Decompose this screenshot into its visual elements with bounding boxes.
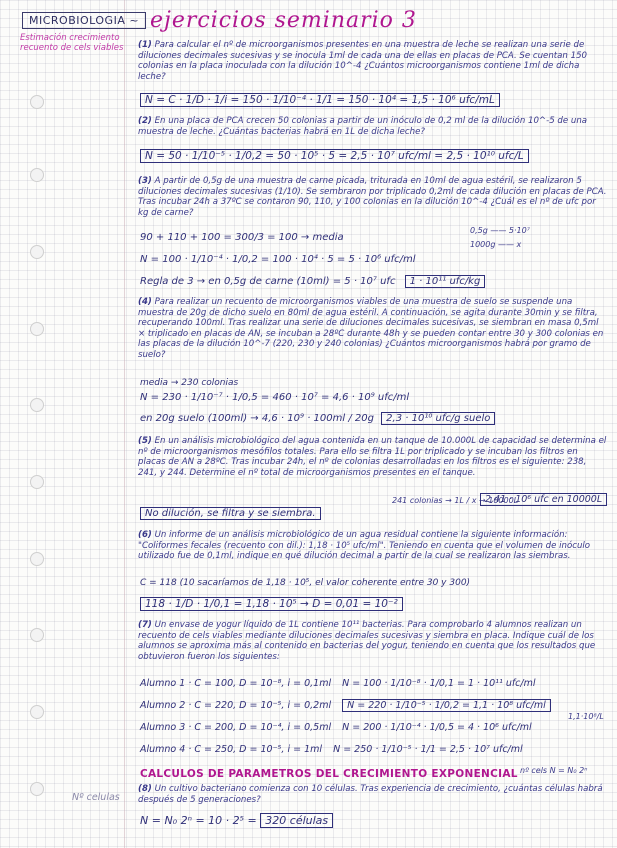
- ring-hole: [30, 245, 44, 259]
- exercise-number: (3): [138, 176, 152, 186]
- rule-of-three-note-1: 0,5g —— 5·10⁷: [470, 226, 530, 235]
- student-row: Alumno 4 · C = 250, D = 10⁻⁵, i = 1ml N = 250 · 1/10⁻⁵ · 1/1 = 2,5 · 10⁷ ufc/ml: [140, 744, 523, 755]
- exercise-1-statement: [138, 40, 608, 82]
- ring-hole: [30, 95, 44, 109]
- exercise-text: En un análisis microbiológico del agua contenida en un tanque de 10.000L de capacidad se determina el nº de microorganismos mesófilos totales. Para ello se filtra 1L por triplicado y se incuban los filtros en placas de AN a 28ºC. Tras incubar 24h, el nº de colonias desarrolladas en los filtros es el siguiente: 238, 241, y 244. Determine el nº total de microorganismos presentes en el tanque.: [138, 436, 607, 478]
- exercise-5-result: 2,41 · 10⁶ ufc en 10000L: [480, 493, 607, 506]
- exercise-7-side-note: 1,1·10⁸/L: [568, 712, 604, 721]
- exercise-5-proportion: 241 colonias → 1L / x → 10000L: [392, 496, 519, 505]
- exercise-text: Un cultivo bacteriano comienza con 10 células. Tras experiencia de crecimiento, ¿cuántas células habrá después de 5 generaciones?: [138, 784, 603, 805]
- exercise-2-result: N = 50 · 1/10⁻⁵ · 1/0,2 = 50 · 10⁵ · 5 = 2,5 · 10⁷ ufc/ml = 2,5 · 10¹⁰ ufc/L: [140, 149, 529, 163]
- left-margin-note: Nº celulas: [72, 792, 120, 803]
- ring-hole: [30, 552, 44, 566]
- exercise-8-calc: [140, 814, 333, 827]
- growth-formula-note: nº cels N = N₀ 2ⁿ: [520, 766, 588, 775]
- ring-hole: [30, 168, 44, 182]
- exercise-3-rule: Regla de 3 → en 0,5g de carne (10ml) = 5 · 10⁷ ufc: [140, 276, 396, 287]
- exercise-number: (5): [138, 436, 152, 446]
- exercise-5-statement: [138, 436, 608, 478]
- ring-hole: [30, 322, 44, 336]
- exercise-8-statement: [138, 784, 608, 805]
- exercise-1-result: N = C · 1/D · 1/i = 150 · 1/10⁻⁴ · 1/1 = 150 · 10⁴ = 1,5 · 10⁶ ufc/mL: [140, 93, 500, 107]
- exercise-text: En una placa de PCA crecen 50 colonias a partir de un inóculo de 0,2 ml de la dilución 10^-5 de una muestra de leche. ¿Cuántas bacterias habrá en 1L de dicha leche?: [138, 116, 588, 137]
- exercise-3-line-2: N = 100 · 1/10⁻⁴ · 1/0,2 = 100 · 10⁴ · 5 = 5 · 10⁶ ufc/ml: [140, 254, 416, 265]
- exercise-number: (7): [138, 620, 152, 630]
- exercise-number: (6): [138, 530, 152, 540]
- exercise-4-line-1: media → 230 colonias: [140, 378, 239, 388]
- subtitle-line-2: recuento de cels viables: [20, 43, 124, 53]
- exercise-5-line-1: [140, 508, 321, 519]
- subject-text: MICROBIOLOGIA: [29, 14, 126, 27]
- student-label: Alumno 1: [140, 678, 186, 689]
- exercise-5-result-wrap: [480, 494, 607, 505]
- subtitle-line-1: Estimación crecimiento: [20, 33, 120, 43]
- exercise-text: Para calcular el nº de microorganismos presentes en una muestra de leche se realizan una serie de diluciones decimales sucesivas y se inocula 1ml de cada una de ellas en placas de PCA. Se cuentan 150 colonias en la placa inoculada con la dilución 10^-4 ¿Cuántos microorganismos contiene 1ml de dicha leche?: [138, 40, 587, 82]
- rule-of-three-note-2: 1000g —— x: [470, 240, 522, 249]
- exercise-2-statement: [138, 116, 608, 137]
- exercise-3-result: 1 · 10¹¹ ufc/kg: [405, 275, 486, 288]
- exercise-number: (1): [138, 40, 152, 50]
- exercise-text: Un informe de un análisis microbiológico de un agua residual contiene la siguiente información: "Coliformes fecales (recuento con dil.): 1,18 · 10⁵ ufc/ml". Teniendo en cuenta que el volumen de inóculo utilizado fue de 0,1ml, indique en qué dilución decimal a partir de la cual se realizaron las siembras.: [138, 530, 591, 562]
- exercise-6-line-1: C = 118 (10 sacaríamos de 1,18 · 10⁵, el valor coherente entre 30 y 300): [140, 578, 471, 588]
- exercise-2-calc: [140, 150, 529, 162]
- student-label: Alumno 3: [140, 722, 186, 733]
- exercise-text: Para realizar un recuento de microorganismos viables de una muestra de suelo se suspende una muestra de 20g de dicho suelo en 80ml de agua estéril. A continuación, se agita durante 30min y se filtra, recuperando 100ml. Tras realizar una serie de diluciones decimales sucesivas, se siembran en masa 0,5ml × triplicado en placas de AN, se incuban a 28ºC durante 48h y se pueden contar entre 30 y 300 colonias en las placas de la dilución 10^-7 (220, 230 y 240 colonias) ¿Cuántos microorganismos habrá por gramo de suelo?: [138, 297, 604, 360]
- exercise-number: (2): [138, 116, 152, 126]
- page-title: ejercicios seminario 3: [150, 8, 417, 33]
- ring-hole: [30, 628, 44, 642]
- exercise-8-result: 320 células: [260, 813, 333, 828]
- ring-hole: [30, 475, 44, 489]
- student-params: C = 200, D = 10⁻⁴, i = 0,5ml: [194, 722, 332, 733]
- exercise-3-line-1: 90 + 110 + 100 = 300/3 = 100 → media: [140, 232, 344, 243]
- exercise-7-statement: [138, 620, 608, 662]
- student-row: Alumno 2 · C = 220, D = 10⁻⁵, i = 0,2ml N = 220 · 1/10⁻⁵ · 1/0,2 = 1,1 · 10⁸ ufc/ml: [140, 700, 551, 711]
- student-label: Alumno 2: [140, 700, 186, 711]
- exercise-4-line-3: [140, 413, 495, 424]
- exercise-4-conversion: en 20g suelo (100ml) → 4,6 · 10⁹ · 100ml / 20g: [140, 413, 374, 424]
- subject-label: MICROBIOLOGIA ~: [22, 12, 146, 29]
- student-calc: N = 200 · 1/10⁻⁴ · 1/0,5 = 4 · 10⁶ ufc/ml: [342, 722, 532, 733]
- margin-line: [124, 0, 125, 848]
- ring-hole: [30, 705, 44, 719]
- student-label: Alumno 4: [140, 744, 186, 755]
- student-calc: N = 250 · 1/10⁻⁵ · 1/1 = 2,5 · 10⁷ ufc/ml: [333, 744, 523, 755]
- student-row: Alumno 1 · C = 100, D = 10⁻⁸, i = 0,1ml N = 100 · 1/10⁻⁸ · 1/0,1 = 1 · 10¹¹ ufc/ml: [140, 678, 536, 689]
- ring-hole: [30, 398, 44, 412]
- section-heading: CALCULOS DE PARAMETROS DEL CRECIMIENTO EXPONENCIAL: [140, 768, 518, 780]
- exercise-4-result: 2,3 · 10¹⁰ ufc/g suelo: [381, 412, 495, 425]
- ring-holes: [30, 0, 44, 848]
- exercise-text: Un envase de yogur líquido de 1L contiene 10¹¹ bacterias. Para comprobarlo 4 alumnos realizan un recuento de cels viables mediante diluciones decimales sucesivas y siembra en placa. Indique cuál de los alumnos se aproxima más al contenido en bacterias del yogur, teniendo en cuenta que los resultados que obtuvieron fueron los siguientes:: [138, 620, 596, 662]
- exercise-4-statement: [138, 297, 608, 361]
- topic-subtitle: [20, 33, 140, 53]
- student-params: C = 220, D = 10⁻⁵, i = 0,2ml: [194, 700, 332, 711]
- ring-hole: [30, 782, 44, 796]
- exercise-6-result: 118 · 1/D · 1/0,1 = 1,18 · 10⁵ → D = 0,01 = 10⁻²: [140, 597, 403, 611]
- exercise-3-statement: [138, 176, 608, 218]
- student-params: C = 100, D = 10⁻⁸, i = 0,1ml: [194, 678, 332, 689]
- exercise-text: A partir de 0,5g de una muestra de carne picada, triturada en 10ml de agua estéril, se realizaron 5 diluciones decimales sucesivas (1/10). Se sembraron por triplicado 0,2ml de cada dilución en placas de PCA. Tras incubar 24h a 37ºC se contaron 90, 110, y 100 colonias en la dilución 10^-4 ¿Cuál es el nº de ufc por kg de carne?: [138, 176, 607, 218]
- student-calc: N = 100 · 1/10⁻⁸ · 1/0,1 = 1 · 10¹¹ ufc/ml: [342, 678, 536, 689]
- exercise-5-method: No dilución, se filtra y se siembra.: [140, 507, 321, 520]
- exercise-8-formula: N = N₀ 2ⁿ = 10 · 2⁵ =: [140, 814, 257, 827]
- exercise-3-line-3: [140, 276, 485, 287]
- student-params: C = 250, D = 10⁻⁵, i = 1ml: [194, 744, 323, 755]
- student-calc: N = 220 · 1/10⁻⁵ · 1/0,2 = 1,1 · 10⁸ ufc/ml: [342, 699, 551, 712]
- exercise-1-calc: [140, 94, 500, 106]
- student-row: Alumno 3 · C = 200, D = 10⁻⁴, i = 0,5ml N = 200 · 1/10⁻⁴ · 1/0,5 = 4 · 10⁶ ufc/ml: [140, 722, 532, 733]
- exercise-6-line-2: [140, 598, 403, 610]
- exercise-number: (4): [138, 297, 152, 307]
- exercise-4-line-2: N = 230 · 1/10⁻⁷ · 1/0,5 = 460 · 10⁷ = 4,6 · 10⁹ ufc/ml: [140, 392, 410, 403]
- exercise-6-statement: [138, 530, 608, 562]
- exercise-number: (8): [138, 784, 152, 794]
